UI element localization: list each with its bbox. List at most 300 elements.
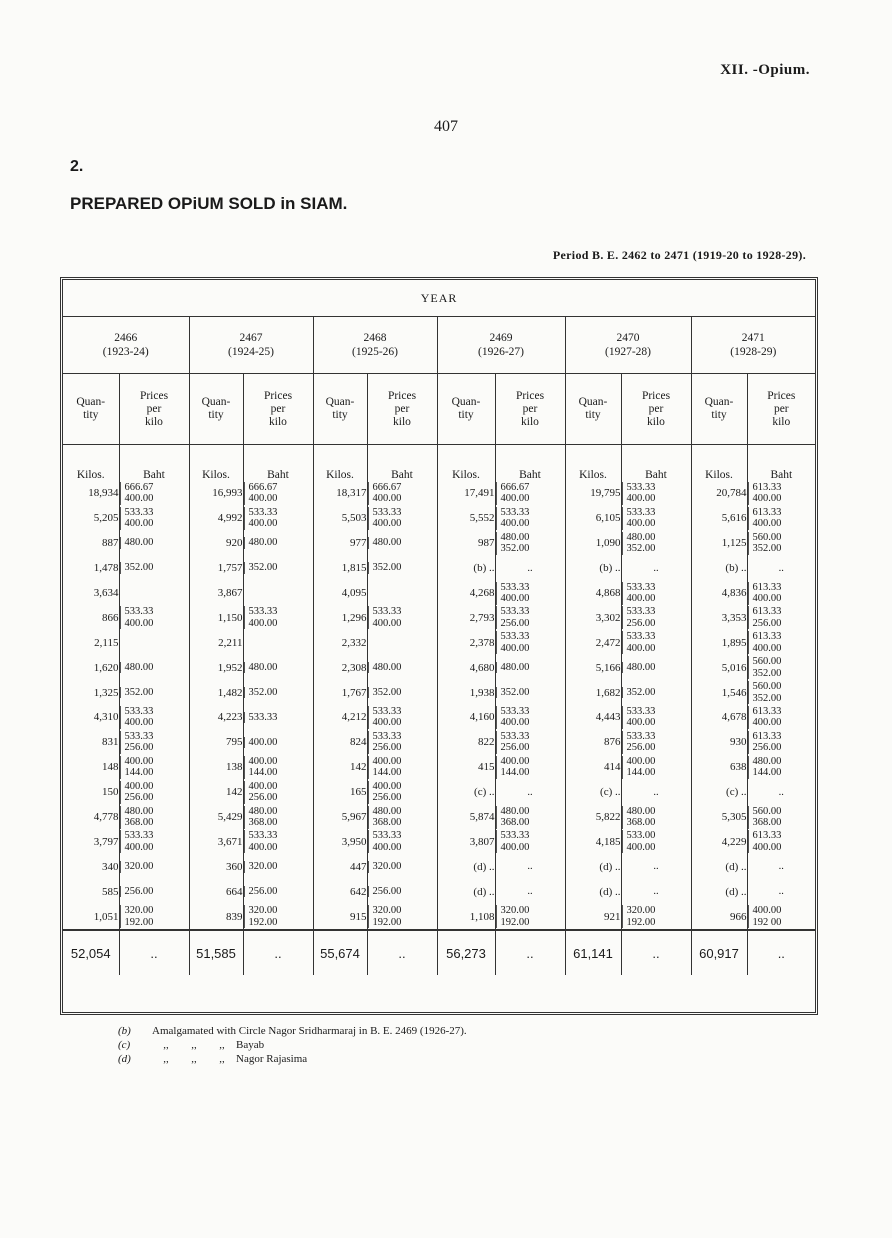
table-row: [63, 730, 815, 755]
total-price: ..: [243, 930, 313, 975]
price-value: 400.00: [248, 518, 278, 530]
quantity-cell: 585: [63, 879, 119, 904]
price-cell: [747, 655, 815, 680]
price-values: [244, 507, 278, 530]
price-values: [244, 737, 278, 749]
price-values: [748, 482, 782, 505]
quantity-header-line: Quan-: [325, 396, 355, 408]
price-cell: [747, 805, 815, 830]
price-value: 400.00: [372, 617, 402, 629]
price-cell: [243, 755, 313, 780]
price-value: 256.00: [626, 617, 656, 629]
price-header-line: Prices: [387, 389, 417, 402]
quantity-header: [565, 374, 621, 445]
table-row: [63, 755, 815, 780]
price-cell: [243, 655, 313, 680]
quantity-cell: 887: [63, 531, 119, 556]
quantity-cell: 3,950: [313, 829, 367, 854]
quantity-cell: (b) ..: [565, 556, 621, 581]
price-value: 400.00: [124, 617, 154, 629]
price-values: [120, 861, 154, 873]
price-value: 400.00: [248, 780, 278, 792]
footnote-text: Bayab: [236, 1039, 265, 1051]
price-cell: [747, 755, 815, 780]
price-value: 400.00: [124, 841, 154, 853]
price-value: 533.33: [372, 830, 402, 842]
price-cell: [621, 506, 691, 531]
quantity-header-line: Quan-: [76, 396, 106, 408]
quantity-cell: 18,934: [63, 481, 119, 506]
price-value: 256.00: [124, 792, 154, 804]
price-cell: [243, 481, 313, 506]
quantity-cell: (b) ..: [691, 556, 747, 581]
price-value: 256.00: [248, 792, 278, 804]
price-value: 352.00: [372, 562, 402, 574]
quantity-cell: 824: [313, 730, 367, 755]
quantity-cell: 4,680: [437, 655, 495, 680]
price-cell: [747, 581, 815, 606]
price-cell: [367, 581, 437, 606]
price-value: 480.00: [248, 661, 278, 673]
price-cell: [119, 755, 189, 780]
price-value: 256.00: [372, 792, 402, 804]
price-cell: [119, 879, 189, 904]
price-value: 400.00: [626, 841, 656, 853]
price-values: [244, 806, 278, 829]
price-cell: ..: [621, 780, 691, 805]
price-value: 533.33: [500, 730, 530, 742]
price-value: 533.33: [124, 830, 154, 842]
total-price: ..: [495, 930, 565, 975]
price-values: [368, 562, 402, 574]
footnote-ditto: ,,: [191, 1053, 197, 1065]
price-values: [748, 830, 782, 853]
quantity-cell: (c) ..: [691, 780, 747, 805]
price-cell: [621, 755, 691, 780]
price-cell: [367, 755, 437, 780]
quantity-cell: 1,478: [63, 556, 119, 581]
quantity-cell: 876: [565, 730, 621, 755]
price-value: 352.00: [248, 562, 278, 574]
table-row: [63, 581, 815, 606]
price-header: [367, 374, 437, 445]
price-value: 480.00: [124, 537, 154, 549]
quantity-cell: 977: [313, 531, 367, 556]
footnote-text: Nagor Rajasima: [236, 1053, 308, 1065]
price-values: [120, 562, 154, 574]
price-values: [496, 606, 530, 629]
price-value: 400.00: [248, 736, 278, 748]
table-row: [63, 605, 815, 630]
price-value: 400.00: [248, 755, 278, 767]
price-header: [243, 374, 313, 445]
price-values: [622, 830, 656, 853]
price-header: [621, 374, 691, 445]
price-value: 533.33: [626, 481, 656, 493]
price-header-line: kilo: [145, 415, 163, 428]
price-value: 368.00: [124, 817, 154, 829]
price-value: 320.00: [500, 905, 530, 917]
quantity-cell: (d) ..: [691, 879, 747, 904]
unit-baht: Baht: [495, 445, 565, 482]
quantity-cell: 340: [63, 854, 119, 879]
price-value: 368.00: [372, 817, 402, 829]
price-values: [120, 830, 154, 853]
price-cell: ..: [621, 556, 691, 581]
quantity-header-line: Quan-: [201, 396, 231, 408]
price-value: 400.00: [124, 518, 154, 530]
price-cell: [367, 705, 437, 730]
price-values: [368, 706, 402, 729]
price-cell: [621, 829, 691, 854]
price-values: [496, 830, 530, 853]
quantity-cell: 2,308: [313, 655, 367, 680]
price-values: [622, 532, 656, 555]
price-value: 400.00: [500, 642, 530, 654]
opium-table-frame: [60, 277, 818, 1015]
table-row: [63, 556, 815, 581]
price-values: [748, 532, 782, 555]
quantity-cell: 3,867: [189, 581, 243, 606]
year-ad: (1923-24): [102, 346, 149, 358]
price-value: 480.00: [500, 661, 530, 673]
table-row: [63, 630, 815, 655]
price-values: [622, 731, 656, 754]
quantity-cell: 1,620: [63, 655, 119, 680]
price-value: 256.00: [500, 742, 530, 754]
unit-kilos: Kilos.: [565, 445, 621, 482]
price-cell: [621, 705, 691, 730]
price-value: 144.00: [752, 767, 782, 779]
price-values: [622, 606, 656, 629]
quantity-cell: (c) ..: [437, 780, 495, 805]
quantity-cell: 142: [189, 780, 243, 805]
price-value: 400.00: [500, 717, 530, 729]
price-values: [244, 712, 278, 724]
price-cell: ..: [495, 879, 565, 904]
price-value: 480.00: [500, 805, 530, 817]
price-value: 560.00: [752, 531, 782, 543]
quantity-cell: 4,868: [565, 581, 621, 606]
price-values: [120, 806, 154, 829]
price-values: [244, 781, 278, 804]
quantity-cell: 2,332: [313, 630, 367, 655]
quantity-cell: 17,491: [437, 481, 495, 506]
price-values: [622, 706, 656, 729]
footnote-ditto: ,,: [219, 1053, 225, 1065]
price-cell: ..: [778, 786, 784, 798]
total-quantity: 51,585: [189, 930, 243, 975]
unit-kilos: Kilos.: [691, 445, 747, 482]
quantity-cell: 4,836: [691, 581, 747, 606]
price-cell: [119, 481, 189, 506]
price-value: 256.00: [626, 742, 656, 754]
price-value: 533.33: [500, 705, 530, 717]
price-cell: [747, 630, 815, 655]
table-row: [63, 780, 815, 805]
price-cell: [621, 531, 691, 556]
quantity-cell: 5,967: [313, 805, 367, 830]
price-value: 320.00: [372, 861, 402, 873]
price-cell: [747, 605, 815, 630]
price-cell: [367, 904, 437, 930]
price-value: 368.00: [500, 817, 530, 829]
price-cell: [119, 556, 189, 581]
quantity-cell: 1,952: [189, 655, 243, 680]
price-value: 533.33: [626, 730, 656, 742]
price-value: 256.00: [248, 885, 278, 897]
price-value: 400.00: [372, 755, 402, 767]
quantity-cell: 1,895: [691, 630, 747, 655]
price-cell: [119, 581, 189, 606]
quantity-cell: 4,223: [189, 705, 243, 730]
price-cell: [367, 780, 437, 805]
price-value: 533.33: [500, 581, 530, 593]
price-value: 666.67: [372, 481, 402, 493]
price-value: 192.00: [248, 916, 278, 928]
price-values: [244, 886, 278, 898]
price-value: 533.33: [124, 506, 154, 518]
table-row: [63, 854, 815, 879]
price-values: [244, 861, 278, 873]
quantity-cell: 4,160: [437, 705, 495, 730]
price-value: 368.00: [752, 817, 782, 829]
year-header: YEAR: [63, 280, 815, 317]
price-values: [496, 731, 530, 754]
quantity-header-line: tity: [208, 409, 224, 421]
price-cell: [243, 780, 313, 805]
price-cell: [243, 605, 313, 630]
price-value: 192.00: [626, 916, 656, 928]
quantity-cell: 642: [313, 879, 367, 904]
footnote-key: (d): [118, 1053, 131, 1065]
quantity-cell: 2,472: [565, 630, 621, 655]
price-header-line: per: [146, 402, 162, 415]
price-values: [244, 562, 278, 574]
price-cell: [367, 680, 437, 705]
total-quantity: 60,917: [691, 930, 747, 975]
price-values: [748, 681, 782, 704]
price-value: 533.33: [248, 830, 278, 842]
quantity-cell: 3,353: [691, 605, 747, 630]
price-cell: [243, 556, 313, 581]
price-values: [496, 905, 530, 928]
price-value: 400.00: [372, 493, 402, 505]
price-header-line: Prices: [515, 389, 545, 402]
price-header-line: kilo: [647, 415, 665, 428]
price-value: 480.00: [626, 661, 656, 673]
price-value: 480.00: [248, 805, 278, 817]
unit-baht: Baht: [119, 445, 189, 482]
unit-baht: Baht: [367, 445, 437, 482]
price-cell: [367, 854, 437, 879]
price-values: [368, 537, 402, 549]
price-cell: [119, 655, 189, 680]
price-cell: [119, 854, 189, 879]
price-value: 533.33: [372, 606, 402, 618]
price-value: 144.00: [372, 767, 402, 779]
year-cell: [189, 317, 313, 374]
price-values: [244, 482, 278, 505]
price-header-line: kilo: [393, 415, 411, 428]
price-cell: ..: [495, 556, 565, 581]
footnote-line: [118, 1052, 467, 1066]
price-values: [120, 756, 154, 779]
price-values: [120, 706, 154, 729]
section-number: 2.: [70, 158, 84, 175]
quantity-cell: 5,503: [313, 506, 367, 531]
price-value: 400.00: [124, 780, 154, 792]
price-values: [496, 532, 530, 555]
price-value: 352.00: [626, 543, 656, 555]
quantity-cell: 4,095: [313, 581, 367, 606]
unit-kilos: Kilos.: [189, 445, 243, 482]
price-values: [622, 905, 656, 928]
price-values: [748, 756, 782, 779]
quantity-cell: 4,443: [565, 705, 621, 730]
quantity-header-line: tity: [332, 409, 348, 421]
price-cell: [243, 630, 313, 655]
price-cell: [243, 829, 313, 854]
total-quantity: 56,273: [437, 930, 495, 975]
price-cell: [119, 531, 189, 556]
price-values: [748, 631, 782, 654]
price-cell: [119, 506, 189, 531]
price-value: 533.33: [124, 705, 154, 717]
quantity-cell: 5,305: [691, 805, 747, 830]
price-value: 533.33: [500, 506, 530, 518]
price-cell: [243, 879, 313, 904]
quantity-cell: 1,150: [189, 605, 243, 630]
year-be: 2467: [239, 332, 263, 344]
price-values: [622, 631, 656, 654]
table-row: [63, 805, 815, 830]
quantity-header-line: Quan-: [704, 396, 734, 408]
price-cell: [495, 506, 565, 531]
quantity-cell: 5,166: [565, 655, 621, 680]
price-cell: [621, 581, 691, 606]
quantity-cell: 3,671: [189, 829, 243, 854]
price-value: 400.00: [752, 518, 782, 530]
quantity-cell: 839: [189, 904, 243, 930]
price-cell: [243, 581, 313, 606]
price-header-line: per: [394, 402, 410, 415]
quantity-header-line: Quan-: [578, 396, 608, 408]
table-row: [63, 655, 815, 680]
quantity-cell: 1,125: [691, 531, 747, 556]
price-header-line: kilo: [521, 415, 539, 428]
price-value: 533.33: [626, 705, 656, 717]
price-cell: [495, 531, 565, 556]
price-values: [120, 687, 154, 699]
price-values: [496, 687, 530, 699]
quantity-cell: (d) ..: [437, 879, 495, 904]
price-value: 533.33: [248, 711, 278, 723]
price-value: 400.00: [626, 717, 656, 729]
price-values: [368, 756, 402, 779]
footnote-ditto: ,,: [163, 1039, 169, 1051]
footnote-ditto: ,,: [191, 1039, 197, 1051]
quantity-cell: 1,482: [189, 680, 243, 705]
price-value: 613.33: [752, 506, 782, 518]
quantity-cell: 1,757: [189, 556, 243, 581]
quantity-cell: 930: [691, 730, 747, 755]
quantity-cell: 5,616: [691, 506, 747, 531]
price-cell: [367, 605, 437, 630]
year-ad: (1928-29): [730, 346, 777, 358]
footnote-text: Amalgamated with Circle Nagor Sridharmaraj in B. E. 2469 (1926-27).: [152, 1025, 467, 1037]
price-cell: [621, 904, 691, 930]
footnote-ditto: ,,: [219, 1039, 225, 1051]
price-cell: [243, 705, 313, 730]
price-value: 560.00: [752, 656, 782, 668]
price-values: [748, 507, 782, 530]
table-row: [63, 879, 815, 904]
price-value: 533.33: [626, 581, 656, 593]
price-cell: [621, 680, 691, 705]
price-values: [496, 631, 530, 654]
price-values: [368, 886, 402, 898]
price-value: 352.00: [124, 562, 154, 574]
price-cell: ..: [621, 854, 691, 879]
price-value: 400.00: [500, 493, 530, 505]
price-value: 400.00: [124, 493, 154, 505]
quantity-cell: (b) ..: [437, 556, 495, 581]
price-cell: [747, 680, 815, 705]
footnote-ditto: ,,: [163, 1053, 169, 1065]
year-ad: (1925-26): [352, 346, 398, 358]
quantity-cell: 18,317: [313, 481, 367, 506]
price-values: [120, 662, 154, 674]
price-values: [622, 662, 656, 674]
section-header: XII. -Opium.: [720, 62, 810, 78]
price-header-line: kilo: [269, 415, 287, 428]
price-value: 533.33: [500, 830, 530, 842]
price-cell: [495, 904, 565, 930]
price-cell: [495, 705, 565, 730]
quantity-cell: 921: [565, 904, 621, 930]
price-cell: [243, 506, 313, 531]
price-cell: [495, 655, 565, 680]
unit-baht: Baht: [770, 469, 793, 481]
price-value: 400.00: [626, 755, 656, 767]
price-value: 352.00: [626, 686, 656, 698]
quantity-cell: 19,795: [565, 481, 621, 506]
price-cell: [243, 680, 313, 705]
quantity-cell: 6,105: [565, 506, 621, 531]
quantity-cell: 142: [313, 755, 367, 780]
quantity-cell: 1,090: [565, 531, 621, 556]
unit-kilos: Kilos.: [313, 445, 367, 482]
period-label: Period B. E. 2462 to 2471 (1919-20 to 1928-29).: [552, 248, 806, 262]
price-cell: ..: [621, 879, 691, 904]
price-value: 533.33: [500, 631, 530, 643]
quantity-cell: (c) ..: [565, 780, 621, 805]
price-cell: [747, 481, 815, 506]
year-ad: (1924-25): [228, 346, 274, 358]
quantity-cell: 447: [313, 854, 367, 879]
price-value: 666.67: [500, 481, 530, 493]
quantity-cell: 2,115: [63, 630, 119, 655]
price-values: [748, 806, 782, 829]
year-be: 2469: [489, 332, 513, 344]
footnote-line: [118, 1038, 467, 1052]
price-value: 320.00: [124, 905, 154, 917]
quantity-cell: 360: [189, 854, 243, 879]
year-cell: [565, 317, 691, 374]
year-be: 2468: [363, 332, 387, 344]
price-value: 400.00: [248, 617, 278, 629]
